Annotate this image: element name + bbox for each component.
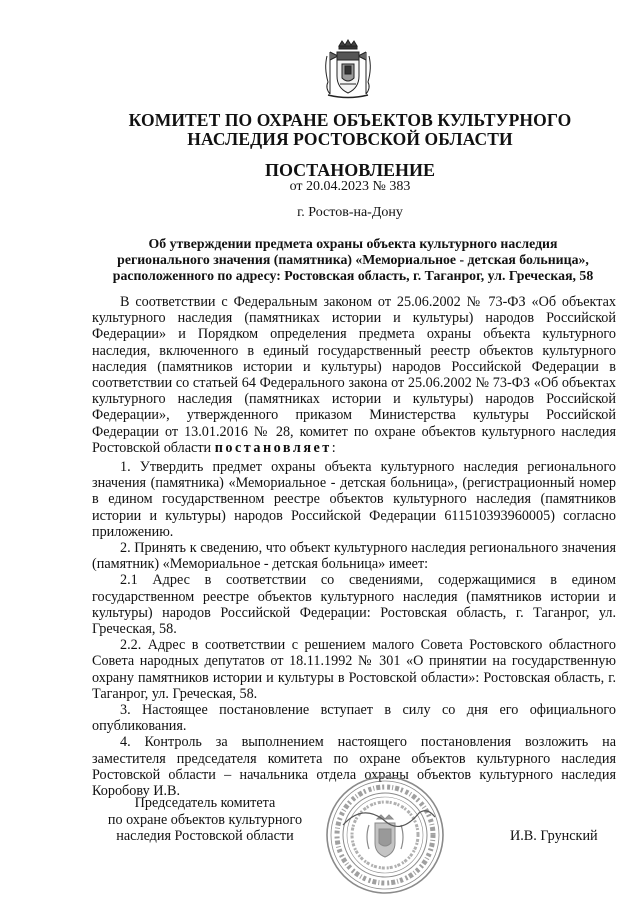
preamble bbox=[92, 294, 616, 456]
item-2: 2. Принять к сведению, что объект культурного наследия регионального значения (памятник) «Мемориальное - детская больница» имеет: bbox=[92, 540, 616, 573]
document-date-number: от 20.04.2023 № 383 bbox=[289, 179, 411, 194]
decree-word: постановляет bbox=[214, 439, 332, 456]
preamble-paragraph bbox=[92, 294, 616, 456]
coat-of-arms-icon bbox=[322, 38, 374, 100]
item-3: 3. Настоящее постановление вступает в силу со дня его официального опубликования. bbox=[92, 702, 616, 735]
signatory-position bbox=[96, 795, 314, 845]
committee-name-line1: КОМИТЕТ ПО ОХРАНЕ ОБЪЕКТОВ КУЛЬТУРНОГО bbox=[128, 110, 572, 130]
item-2-1: 2.1 Адрес в соответствии со сведениями, содержащимися в едином государственном реестре объектов культурного наследия (памятников истории и культуры) народов Российской Федерации: Ростовская область, г. Таганрог, ул. Греческая, 58. bbox=[92, 572, 616, 638]
document-city: г. Ростов-на-Дону bbox=[297, 205, 403, 220]
preamble-text: В соответствии с Федеральным законом от 25.06.2002 № 73-ФЗ «Об объектах культурного наследия (памятниках истории и культуры) народов Российской Федерации» и Порядком определения предмета охраны объекта культурного наследия, включенного в единый государственный реестр объектов культурного наследия (памятников истории и культуры) народов Российской Федерации в соответствии со статьей 64 Федерального закона от 25.06.2002 № 73-ФЗ «Об объектах культурного наследия (памятниках истории и культуры) народов Российской Федерации», утвержденного приказом Министерства культуры Российской Федерации от 13.01.2016 № 28, комитет по охране объектов культурного наследия Ростовской области bbox=[92, 294, 616, 456]
signatory-position-line2: по охране объектов культурного bbox=[107, 811, 303, 828]
document-type: ПОСТАНОВЛЕНИЕ bbox=[264, 160, 436, 180]
item-2-2: 2.2. Адрес в соответствии с решением малого Совета Ростовского областного Совета народных депутатов от 18.11.1992 № 301 «О принятии на государственную охрану памятников истории и культуры в Ростовской области»: Ростовская область, г. Таганрог, ул. Греческая, 58. bbox=[92, 637, 616, 702]
document-subject bbox=[88, 236, 618, 284]
decree-items bbox=[92, 459, 616, 799]
committee-name-line2: НАСЛЕДИЯ РОСТОВСКОЙ ОБЛАСТИ bbox=[187, 129, 513, 149]
signatory-name: И.В. Грунский bbox=[510, 828, 598, 844]
committee-name bbox=[60, 111, 640, 149]
subject-line2: регионального значения (памятника) «Мемориальное - детская больница», bbox=[117, 252, 589, 267]
subject-line3: расположенного по адресу: Ростовская область, г. Таганрог, ул. Греческая, 58 bbox=[112, 268, 594, 283]
signatory-position-line1: Председатель комитета bbox=[134, 795, 276, 811]
item-4: 4. Контроль за выполнением настоящего постановления возложить на заместителя председателя комитета по охране объектов культурного наследия Ростовской области – начальника отдела охраны объектов культурного наследия Коробову И.В. bbox=[92, 734, 616, 800]
item-1: 1. Утвердить предмет охраны объекта культурного наследия регионального значения (памятника) «Мемориальное - детская больница», (регистрационный номер в едином государственном реестре объектов культурного наследия (памятников истории и культуры) народов Российской Федерации 611510393960005) согласно приложению. bbox=[92, 459, 616, 540]
signatory-position-line3: наследия Ростовской области bbox=[116, 828, 294, 844]
decree-colon: : bbox=[331, 439, 336, 456]
subject-line1: Об утверждении предмета охраны объекта культурного наследия bbox=[148, 236, 558, 251]
official-seal-icon bbox=[323, 773, 447, 897]
